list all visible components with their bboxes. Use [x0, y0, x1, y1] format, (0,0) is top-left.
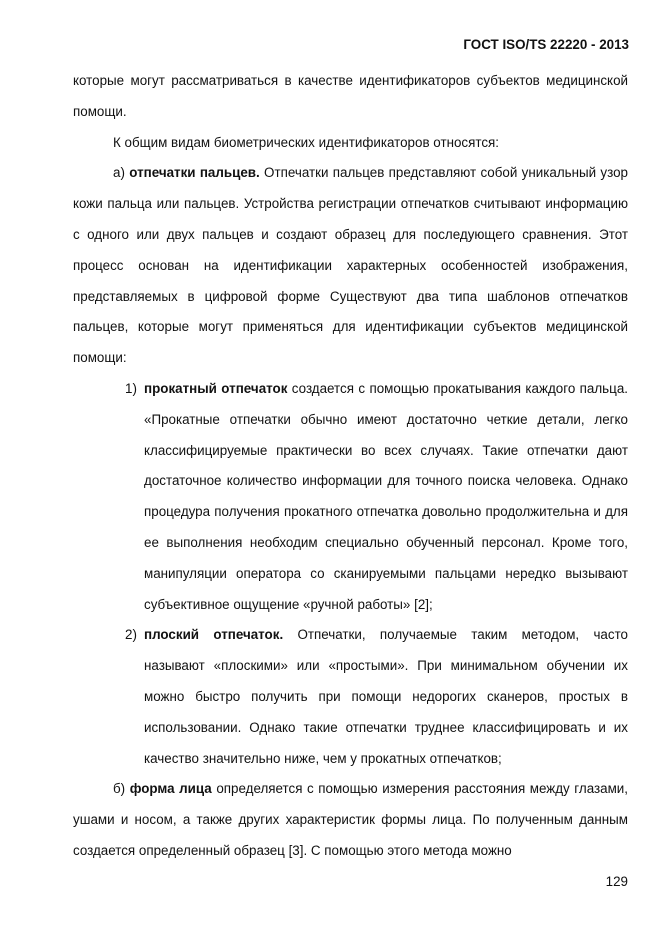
- list-marker: б): [113, 781, 130, 797]
- paragraph-continuation: которые могут рассматриваться в качестве идентификаторов субъектов медицинской помощи.: [73, 73, 628, 119]
- list-item-body: [142, 374, 628, 620]
- page-number: 129: [605, 874, 628, 889]
- term-flat-print: плоский отпечаток.: [144, 627, 284, 643]
- paragraph-text: определяется с помощью измерения расстояния между глазами, ушами и носом, а также других характеристик формы лица. По полученным данным создается определенный образец [3]. С помощью этого метода можно: [73, 781, 628, 858]
- document-body: [73, 66, 628, 867]
- paragraph-fingerprints: [73, 158, 628, 374]
- term-fingerprints: отпечатки пальцев.: [129, 165, 260, 181]
- list-item-text: создается с помощью прокатывания каждого пальца. «Прокатные отпечатки обычно имеют достаточно четкие детали, легко классифицируемые практически во всех случаях. Такие отпечатки дают достаточное количество информации для точного поиска человека. Однако процедура получения прокатного отпечатка довольно продолжительна и для ее выполнения необходим специально обученный персонал. Кроме того, манипуляции оператора со сканируемыми пальцами нередко вызывают субъективное ощущение «ручной работы» [2];: [144, 380, 628, 612]
- list-item-body: [142, 620, 628, 774]
- list-item-text: Отпечатки, получаемые таким методом, часто называют «плоскими» или «простыми». При минимальном обучении их можно быстро получить при помощи недорогих сканеров, простых в использовании. Однако такие отпечатки труднее классифицировать и их качество значительно ниже, чем у прокатных отпечатков;: [144, 627, 628, 766]
- paragraph-text: Отпечатки пальцев представляют собой уникальный узор кожи пальца или пальцев. Устройства регистрации отпечатков считывают информацию с одного или двух пальцев и создают образец для последующего сравнения. Этот процесс основан на идентификации характерных особенностей изображения, представляемых в цифровой форме Существуют два типа шаблонов отпечатков пальцев, которые могут применяться для идентификации субъектов медицинской помощи:: [73, 165, 628, 366]
- paragraph-intro: К общим видам биометрических идентификаторов относятся:: [113, 134, 500, 150]
- list-number: 1): [125, 380, 137, 396]
- term-rolled-print: прокатный отпечаток: [144, 380, 288, 396]
- list-item-rolled-print: [125, 374, 628, 620]
- document-header: ГОСТ ISO/TS 22220 - 2013: [463, 37, 629, 52]
- list-marker: а): [113, 165, 130, 181]
- list-number: 2): [125, 627, 137, 643]
- paragraph-face-shape: [73, 774, 628, 866]
- term-face-shape: форма лица: [129, 781, 212, 797]
- list-item-flat-print: [125, 620, 628, 774]
